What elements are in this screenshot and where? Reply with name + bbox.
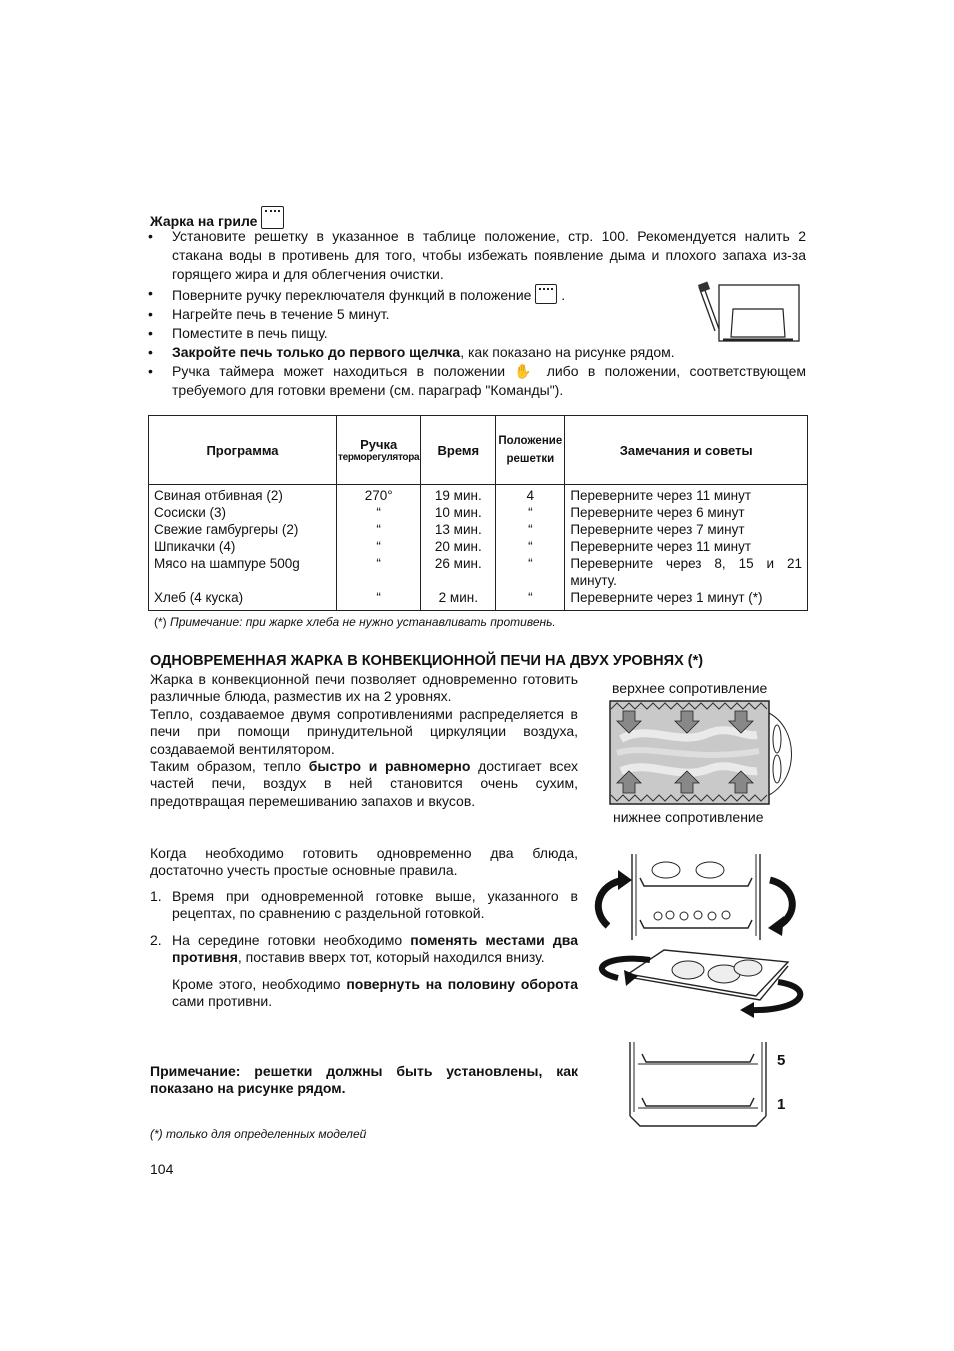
bullet-text: Нагрейте печь в течение 5 минут.	[172, 306, 390, 322]
paragraph	[150, 758, 578, 810]
notes-column	[565, 485, 808, 611]
cell-note: Переверните через 11 минут	[570, 539, 752, 554]
list-item: • Закройте печь только до первого щелчка, как показано на рисунке рядом.	[148, 344, 675, 360]
cell-time: 20 мин.	[434, 539, 482, 554]
oven-door-illustration	[693, 281, 803, 345]
grill-title	[150, 206, 284, 229]
cell-temp: “	[376, 505, 381, 520]
header-knob	[337, 416, 421, 485]
level-1-label: 1	[777, 1096, 786, 1113]
cell-note: Переверните через 8, 15 и 21 минуту.	[570, 556, 802, 588]
text-span: Таким образом, тепло	[150, 758, 309, 775]
footnote-mark: (*)	[154, 615, 167, 629]
swap-trays-illustration	[588, 850, 806, 942]
table-header-row	[149, 416, 808, 485]
cell-program: Хлеб (4 куска)	[154, 590, 244, 605]
rule-item-2	[150, 932, 578, 1011]
footnote-text: Примечание: при жарке хлеба не нужно устанавливать противень.	[170, 615, 556, 629]
cell-temp: “	[376, 522, 381, 537]
rule-item-1	[150, 888, 578, 923]
item-number: 2.	[150, 932, 162, 948]
paragraph: Жарка в конвекционной печи позволяет одновременно готовить различные блюда, разместив их на 2 уровнях.	[150, 671, 578, 705]
item-number: 1.	[150, 888, 162, 904]
cell-time: 13 мин.	[434, 522, 482, 537]
table-row	[149, 485, 808, 611]
bullet-text: Ручка таймера может находиться в положении ✋ либо в положении, соответствующем требуемого для готовки времени (см. параграф "Команды").	[172, 363, 806, 398]
header-time: Время	[421, 416, 496, 485]
list-item: • Нагрейте печь в течение 5 минут.	[148, 305, 806, 324]
cell-program: Свиная отбивная (2)	[154, 488, 283, 503]
bullet-text: Поместите в печь пищу.	[172, 325, 328, 341]
cell-time: 19 мин.	[434, 488, 482, 503]
item-text: Время при одновременной готовке выше, указанного в рецептах, по сравнению с раздельной готовкой.	[172, 888, 578, 922]
program-column	[149, 485, 337, 611]
rack-column	[496, 485, 565, 611]
list-item: • Установите решетку в указанное в таблице положение, стр. 100. Рекомендуется налить 2 стакана воды в противень для того, чтобы избежать появление дыма и плохого запаха из-за горящего жира и для облегчения очистки.	[148, 228, 806, 282]
bullet-bold-text: Закройте печь только до первого щелчка	[172, 344, 461, 360]
grill-mode-icon	[535, 284, 557, 304]
cell-rack: “	[528, 539, 533, 554]
models-footnote: (*) только для определенных моделей	[150, 1127, 367, 1141]
list-item: • Поместите в печь пищу.	[148, 324, 806, 343]
cell-program: Шпикачки (4)	[154, 539, 236, 554]
cell-note: Переверните через 11 минут	[570, 488, 752, 503]
temp-column	[337, 485, 421, 611]
cell-program: Мясо на шампуре 500g	[154, 556, 300, 571]
text-span: сами противни.	[172, 993, 273, 1010]
rack-levels-illustration	[626, 1040, 772, 1128]
grill-table	[148, 415, 808, 611]
time-column	[421, 485, 496, 611]
cell-time: 26 мин.	[434, 556, 482, 571]
list-item: • Поверните ручку переключателя функций в положение .	[148, 285, 566, 303]
level-5-label: 5	[777, 1052, 786, 1069]
text-span: , поставив вверх тот, который находился внизу.	[237, 949, 545, 966]
rules-intro: Когда необходимо готовить одновременно два блюда, достаточно учесть простые основные правила.	[150, 845, 578, 879]
cell-program: Сосиски (3)	[154, 505, 226, 520]
cell-temp: “	[376, 539, 381, 554]
bullet-text: Установите решетку в указанное в таблице положение, стр. 100. Рекомендуется налить 2 стакана воды в противень для того, чтобы избежать появление дыма и плохого запаха из-за горящего жира и для облегчения очистки.	[172, 228, 806, 282]
bullet-text: Поверните ручку переключателя функций в положение	[172, 287, 532, 303]
convection-intro	[150, 671, 578, 810]
header-knob-sub: терморегулятора	[338, 452, 420, 463]
cell-temp: 270°	[364, 488, 393, 503]
cell-time: 10 мин.	[434, 505, 482, 520]
list-item: • Ручка таймера может находиться в положении ✋ либо в положении, соответствующем требуемого для готовки времени (см. параграф "Команды").	[148, 363, 806, 398]
rotate-tray-illustration	[588, 946, 810, 1018]
cell-temp: “	[376, 556, 381, 571]
grill-mode-icon	[261, 206, 284, 229]
page-number: 104	[150, 1161, 174, 1177]
cell-note: Переверните через 7 минут	[570, 522, 745, 537]
cell-rack: “	[528, 590, 533, 605]
grill-title-text: Жарка на гриле	[150, 213, 258, 229]
convection-diagram	[609, 699, 793, 807]
cell-rack: “	[528, 505, 533, 520]
cell-temp: “	[376, 590, 381, 605]
header-rack: Положение решетки	[496, 416, 565, 485]
header-notes: Замечания и советы	[565, 416, 808, 485]
header-program: Программа	[149, 416, 337, 485]
convection-title: ОДНОВРЕМЕННАЯ ЖАРКА В КОНВЕКЦИОННОЙ ПЕЧИ НА ДВУХ УРОВНЯХ (*)	[150, 653, 704, 669]
cell-rack: “	[528, 556, 533, 571]
header-knob-label: Ручка	[360, 437, 398, 452]
label-top-element: верхнее сопротивление	[612, 680, 768, 696]
cell-rack: “	[528, 522, 533, 537]
cell-time: 2 мин.	[438, 590, 478, 605]
cell-note: Переверните через 6 минут	[570, 505, 745, 520]
rack-note: Примечание: решетки должны быть установлены, как показано на рисунке рядом.	[150, 1063, 578, 1097]
bold-span: поменять местами два противня	[172, 932, 579, 966]
text-span: Кроме этого, необходимо	[172, 975, 347, 992]
table-footnote	[154, 615, 556, 629]
text-span: достигает всех частей печи, воздух в ней становится очень сухим, предотвращая перемешиванию запахов и вкусов.	[150, 758, 579, 809]
bullet-tail: , как показано на рисунке рядом.	[460, 344, 675, 360]
paragraph: Тепло, создаваемое двумя сопротивлениями распределяется в печи при помощи принудительной циркуляции воздуха, создаваемой вентилятором.	[150, 705, 578, 757]
bold-span: быстро и равномерно	[308, 758, 471, 775]
bold-span: повернуть на половину оборота	[346, 975, 578, 992]
label-bottom-element: нижнее сопротивление	[613, 809, 764, 825]
bullet-tail: .	[561, 287, 566, 303]
cell-note: Переверните через 1 минут (*)	[570, 590, 763, 605]
cell-program: Свежие гамбургеры (2)	[154, 522, 299, 537]
cell-rack: 4	[526, 488, 535, 503]
text-span: На середине готовки необходимо	[172, 932, 411, 948]
